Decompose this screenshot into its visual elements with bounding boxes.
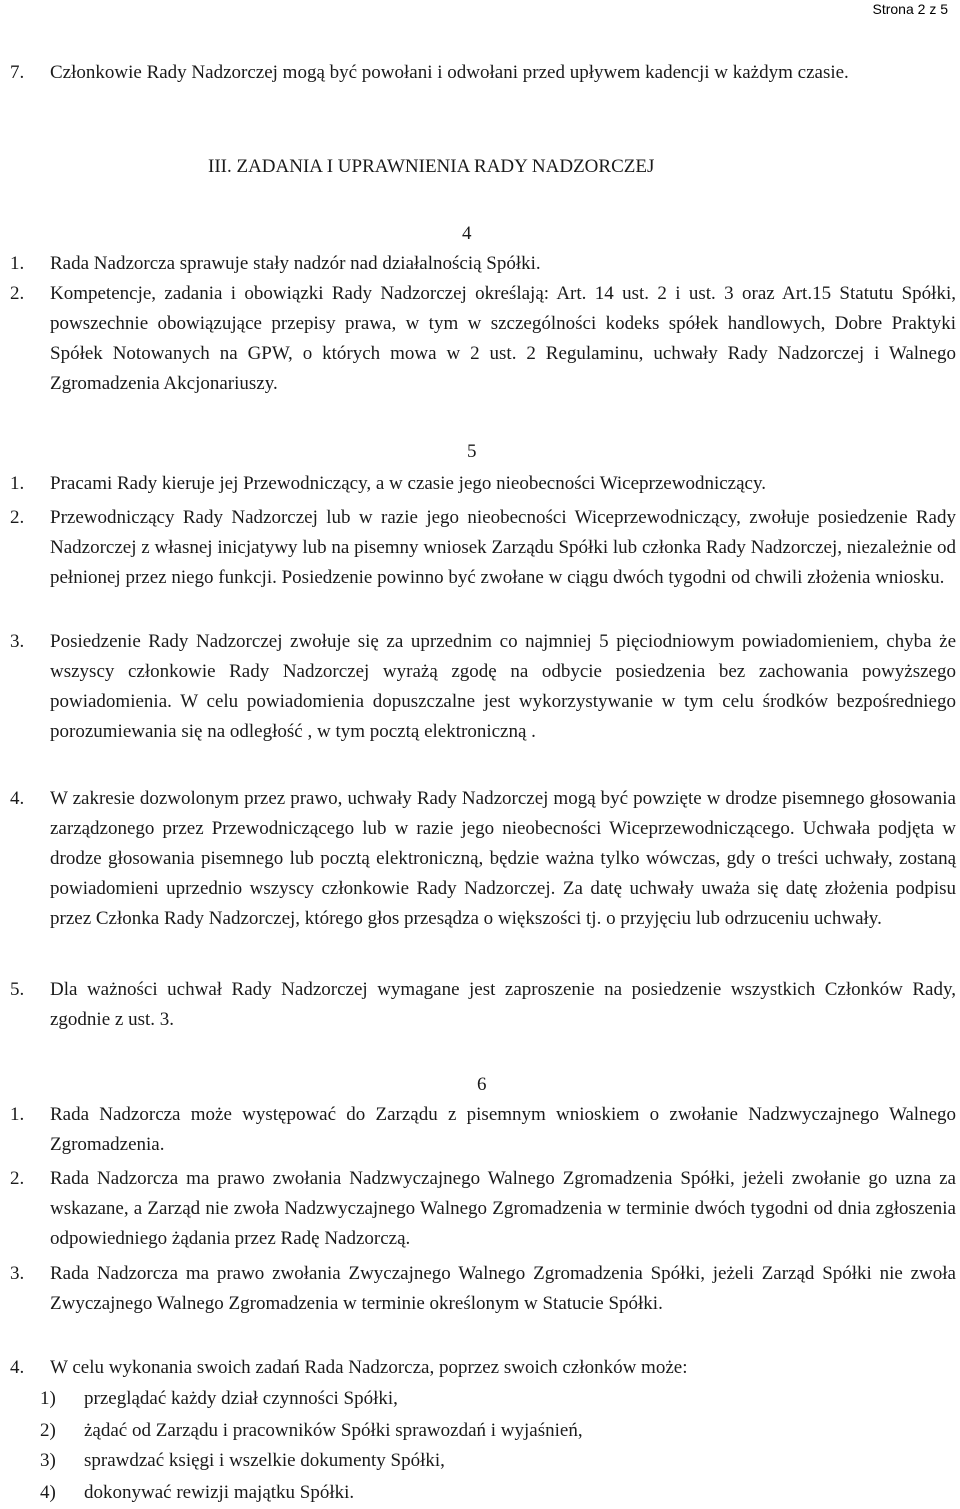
- item-text: W celu wykonania swoich zadań Rada Nadzorcza, poprzez swoich członków może:: [50, 1357, 688, 1378]
- s6-subitem-1: [40, 1384, 398, 1414]
- page-current: 2: [917, 1, 926, 17]
- section-5-title: 5: [467, 441, 477, 462]
- page-sep: z: [929, 1, 937, 17]
- item-text: Dla ważności uchwał Rady Nadzorczej wymagane jest zaproszenie na posiedzenie wszystkich Członków Rady, zgodnie z ust. 3.: [50, 979, 956, 1030]
- chapter-title: III. ZADANIA I UPRAWNIENIA RADY NADZORCZEJ: [208, 156, 655, 177]
- item-number: 2.: [10, 507, 25, 528]
- item-text: Rada Nadzorcza ma prawo zwołania Nadzwyczajnego Walnego Zgromadzenia Spółki, jeżeli zwołanie go uzna za wskazane, a Zarząd nie zwoła Nadzwyczajnego Walnego Zgromadzenia w terminie dwóch tygodni od dnia zgłoszenia odpowiedniego żądania przez Radę Nadzorczą.: [50, 1168, 956, 1249]
- item-number: 4.: [10, 1357, 25, 1378]
- item-text: Rada Nadzorcza ma prawo zwołania Zwyczajnego Walnego Zgromadzenia Spółki, jeżeli Zarząd Spółki nie zwoła Zwyczajnego Walnego Zgromadzenia w terminie określonym w Statucie Spółki.: [50, 1263, 956, 1314]
- subitem-number: 4): [40, 1482, 56, 1503]
- item-number: 7.: [10, 62, 25, 83]
- s5-item-5: [10, 975, 956, 1035]
- item-number: 2.: [10, 1168, 25, 1189]
- page-total: 5: [940, 1, 948, 17]
- subitem-number: 3): [40, 1450, 56, 1471]
- item-text: W zakresie dozwolonym przez prawo, uchwały Rady Nadzorczej mogą być powzięte w drodze pisemnego głosowania zarządzonego przez Przewodniczącego lub w razie jego nieobecności Wiceprzewodniczącego. Uchwała podjęta w drodze głosowania pisemnego lub pocztą elektroniczną, będzie ważna tylko wówczas, gdy o treści uchwały, zostaną powiadomieni uprzednio wszyscy członkowie Rady Nadzorczej. Za datę uchwały uważa się datę złożenia podpisu przez Członka Rady Nadzorczej, którego głos przesądza o większości tj. o przyjęciu lub odrzuceniu uchwały.: [50, 788, 956, 929]
- page-indicator: [872, 0, 948, 18]
- s6-subitem-4: [40, 1478, 354, 1508]
- s4-item-2: [10, 279, 956, 399]
- intro-item: [10, 58, 956, 88]
- s5-item-2: [10, 503, 956, 593]
- s4-item-1: [10, 249, 956, 279]
- s6-item-4: [10, 1353, 956, 1383]
- item-number: 1.: [10, 473, 25, 494]
- item-text: Rada Nadzorcza może występować do Zarządu z pisemnym wnioskiem o zwołanie Nadzwyczajnego Walnego Zgromadzenia.: [50, 1104, 956, 1155]
- s5-item-3: [10, 627, 956, 747]
- item-text: Członkowie Rady Nadzorczej mogą być powołani i odwołani przed upływem kadencji w każdym czasie.: [50, 62, 849, 83]
- s6-item-1: [10, 1100, 956, 1160]
- s6-subitem-3: [40, 1446, 445, 1476]
- item-number: 2.: [10, 283, 25, 304]
- s6-subitem-2: [40, 1416, 583, 1446]
- subitem-text: przeglądać każdy dział czynności Spółki,: [84, 1388, 398, 1409]
- s5-item-1: [10, 469, 956, 499]
- item-number: 3.: [10, 1263, 25, 1284]
- item-number: 3.: [10, 631, 25, 652]
- subitem-text: dokonywać rewizji majątku Spółki.: [84, 1482, 355, 1503]
- page-label: Strona: [872, 1, 914, 17]
- subitem-number: 1): [40, 1388, 56, 1409]
- item-text: Kompetencje, zadania i obowiązki Rady Nadzorczej określają: Art. 14 ust. 2 i ust. 3 oraz Art.15 Statutu Spółki, powszechnie obowiązujące przepisy prawa, w tym w szczególności kodeks spółek handlowych, Dobre Praktyki Spółek Notowanych na GPW, o których mowa w 2 ust. 2 Regulaminu, uchwały Rady Nadzorczej i Walnego Zgromadzenia Akcjonariuszy.: [50, 283, 956, 394]
- section-6-title: 6: [477, 1074, 487, 1095]
- s5-item-4: [10, 784, 956, 934]
- item-text: Posiedzenie Rady Nadzorczej zwołuje się za uprzednim co najmniej 5 pięciodniowym powiadomieniem, chyba że wszyscy członkowie Rady Nadzorczej wyrażą zgodę na odbycie posiedzenia bez zachowania powyższego powiadomienia. W celu powiadomienia dopuszczalne jest wykorzystywanie w tym celu środków bezpośredniego porozumiewania się na odległość , w tym pocztą elektroniczną .: [50, 631, 956, 742]
- subitem-number: 2): [40, 1420, 56, 1441]
- subitem-text: sprawdzać księgi i wszelkie dokumenty Spółki,: [84, 1450, 445, 1471]
- item-number: 1.: [10, 1104, 25, 1125]
- s6-item-3: [10, 1259, 956, 1319]
- s6-item-2: [10, 1164, 956, 1254]
- item-number: 5.: [10, 979, 25, 1000]
- item-text: Przewodniczący Rady Nadzorczej lub w razie jego nieobecności Wiceprzewodniczący, zwołuje posiedzenie Rady Nadzorczej z własnej inicjatywy lub na pisemny wniosek Zarządu Spółki lub członka Rady Nadzorczej, niezależnie od pełnionej przez niego funkcji. Posiedzenie powinno być zwołane w ciągu dwóch tygodni od chwili złożenia wniosku.: [50, 507, 956, 588]
- item-number: 4.: [10, 788, 25, 809]
- item-text: Rada Nadzorcza sprawuje stały nadzór nad działalnością Spółki.: [50, 253, 541, 274]
- section-4-title: 4: [462, 223, 472, 244]
- item-number: 1.: [10, 253, 25, 274]
- subitem-text: żądać od Zarządu i pracowników Spółki sprawozdań i wyjaśnień,: [84, 1420, 583, 1441]
- item-text: Pracami Rady kieruje jej Przewodniczący, a w czasie jego nieobecności Wiceprzewodniczący.: [50, 473, 766, 494]
